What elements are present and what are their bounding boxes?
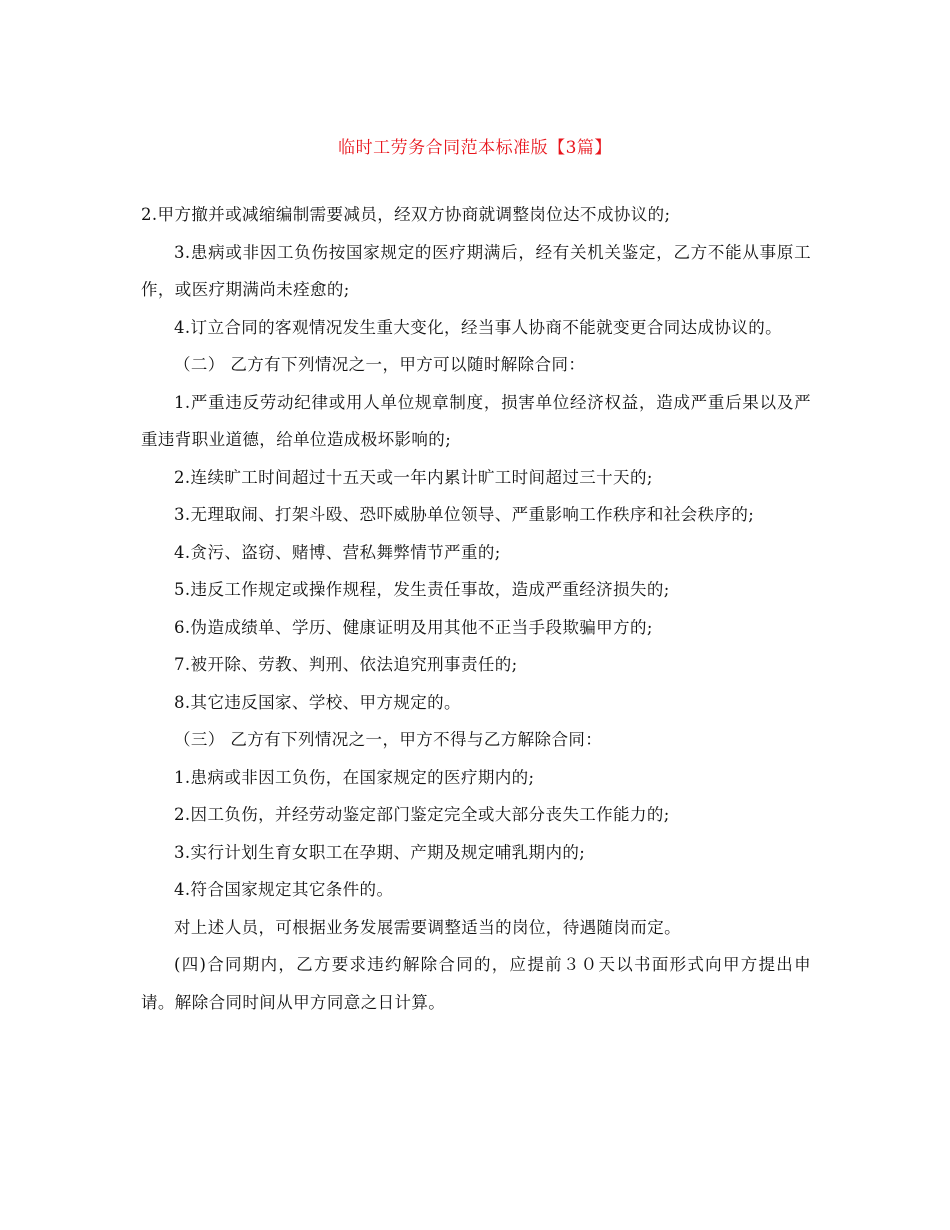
paragraph: 2.因工负伤，并经劳动鉴定部门鉴定完全或大部分丧失工作能力的;	[174, 805, 670, 824]
paragraph: 4.符合国家规定其它条件的。	[174, 880, 394, 899]
document-title: 临时工劳务合同范本标准版【3篇】	[338, 138, 612, 158]
paragraph: 4.订立合同的客观情况发生重大变化，经当事人协商不能就变更合同达成协议的。	[174, 317, 783, 337]
paragraph: 对上述人员，可根据业务发展需要调整适当的岗位，待遇随岗而定。	[174, 917, 681, 937]
paragraph: 8.其它违反国家、学校、甲方规定的。	[174, 692, 461, 712]
paragraph: 3.患病或非因工负伤按国家规定的医疗期满后，经有关机关鉴定，乙方不能从事原工作，或医疗期满尚未痊愈的;	[141, 242, 811, 299]
paragraph: 2.连续旷工时间超过十五天或一年内累计旷工时间超过三十天的;	[174, 467, 653, 487]
paragraph: 1.患病或非因工负伤，在国家规定的医疗期内的;	[174, 767, 535, 787]
paragraph: （二） 乙方有下列情况之一，甲方可以随时解除合同：	[174, 355, 586, 374]
paragraph: （三） 乙方有下列情况之一，甲方不得与乙方解除合同：	[174, 730, 603, 749]
paragraph: 5.违反工作规定或操作规程，发生责任事故，造成严重经济损失的;	[174, 580, 670, 599]
paragraph: 6.伪造成绩单、学历、健康证明及用其他不正当手段欺骗甲方的;	[174, 617, 653, 637]
paragraph: 2.甲方撤并或减缩编制需要减员，经双方协商就调整岗位达不成协议的;	[141, 205, 671, 224]
document-body	[141, 196, 811, 1021]
paragraph: 4.贪污、盗窃、赌博、营私舞弊情节严重的;	[174, 542, 501, 562]
paragraph: 7.被开除、劳教、判刑、依法追究刑事责任的;	[174, 655, 518, 674]
paragraph: 3.实行计划生育女职工在孕期、产期及规定哺乳期内的;	[174, 842, 586, 862]
paragraph: (四)合同期内，乙方要求违约解除合同的，应提前３０天以书面形式向甲方提出申请。解除合同时间从甲方同意之日计算。	[141, 955, 811, 1012]
paragraph: 1.严重违反劳动纪律或用人单位规章制度，损害单位经济权益，造成严重后果以及严重违背职业道德，给单位造成极坏影响的;	[141, 392, 811, 449]
paragraph: 3.无理取闹、打架斗殴、恐吓威胁单位领导、严重影响工作秩序和社会秩序的;	[174, 505, 755, 524]
